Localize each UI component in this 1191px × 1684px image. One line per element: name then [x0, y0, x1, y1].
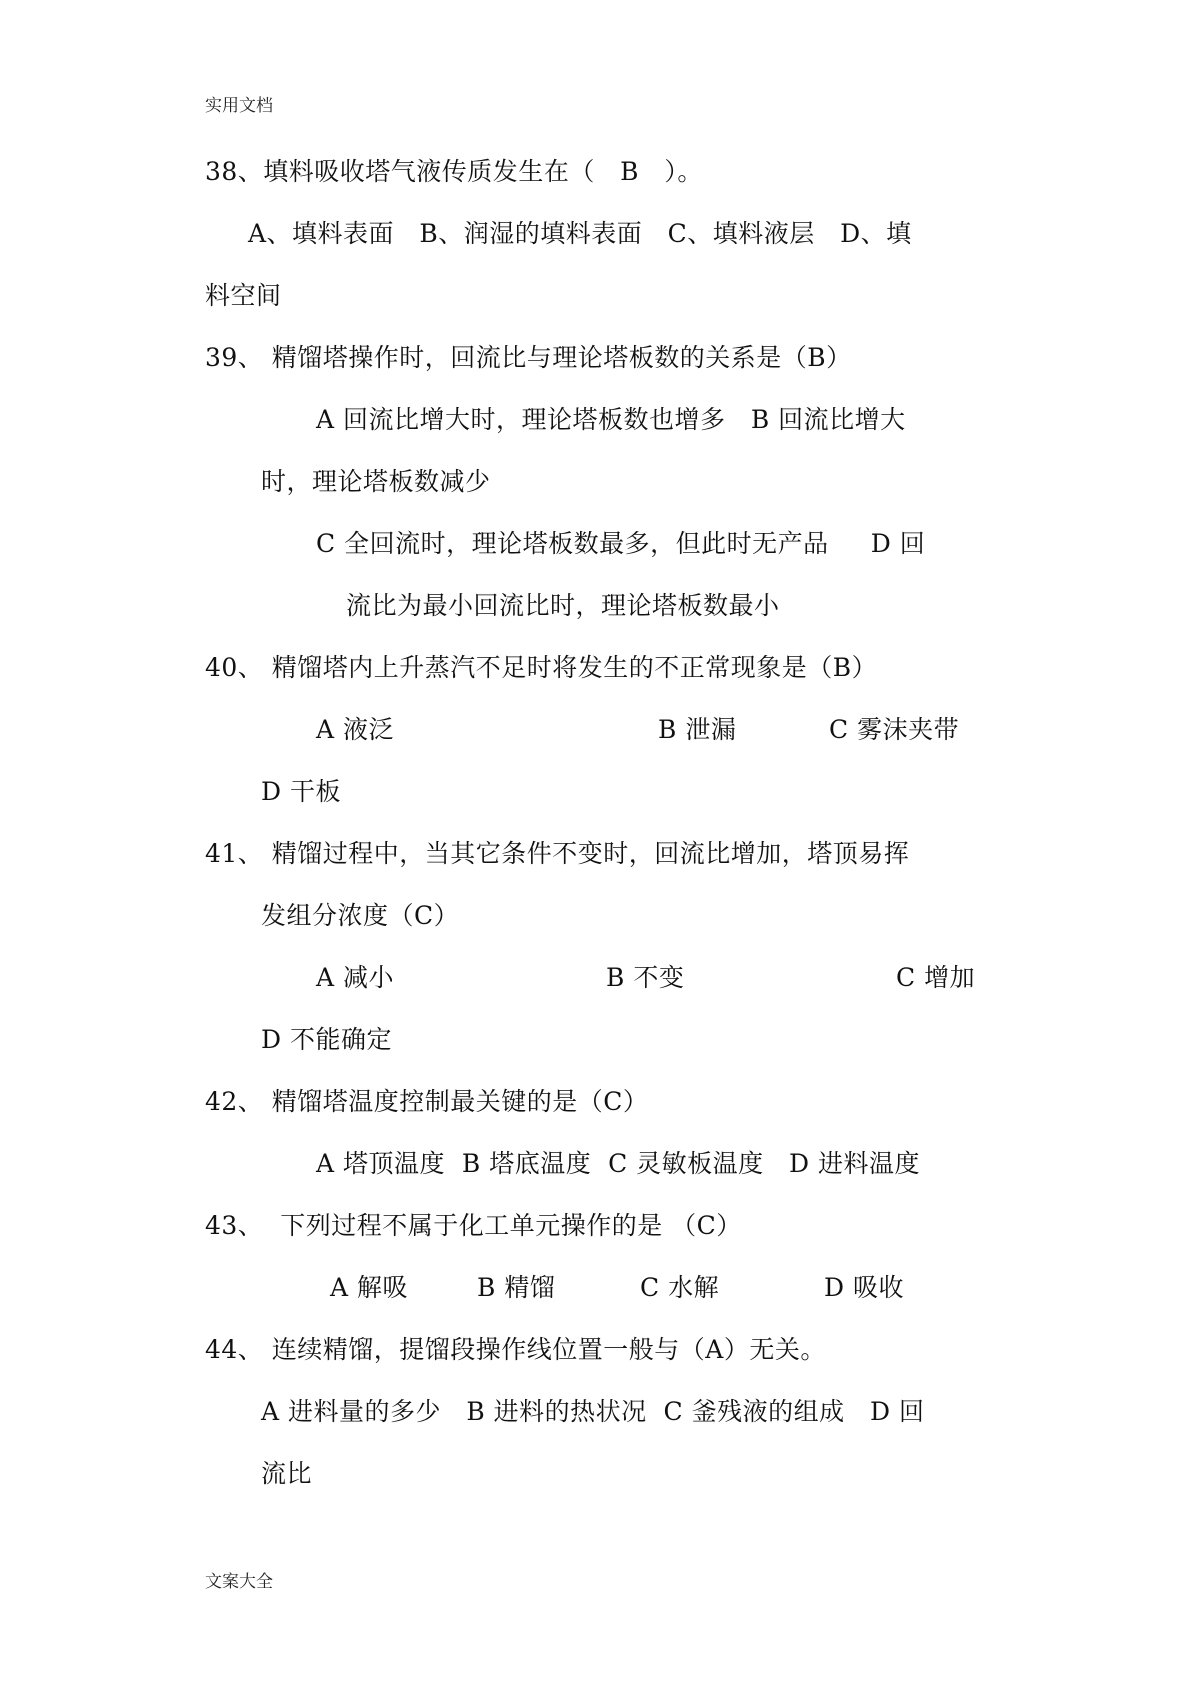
q41-stem-cont: 发组分浓度（C） — [261, 901, 460, 930]
q41-option-c: C 增加 — [896, 963, 976, 992]
q41-option-d: D 不能确定 — [261, 1025, 392, 1054]
q38-stem: 38、填料吸收塔气液传质发生在（ B ）。 — [205, 157, 703, 186]
q43-option-d: D 吸收 — [824, 1273, 904, 1302]
q40-option-c: C 雾沫夹带 — [829, 715, 960, 744]
q42-options: A 塔顶温度 B 塔底温度 C 灵敏板温度 D 进料温度 — [316, 1149, 921, 1178]
q43-option-c: C 水解 — [640, 1273, 720, 1302]
q38-options: A、填料表面 B、润湿的填料表面 C、填料液层 D、填 — [248, 219, 912, 248]
q40-option-b: B 泄漏 — [658, 715, 737, 744]
q38-options-cont: 料空间 — [205, 281, 282, 310]
q41-stem: 41、 精馏过程中，当其它条件不变时，回流比增加，塔顶易挥 — [205, 839, 910, 868]
q40-stem: 40、 精馏塔内上升蒸汽不足时将发生的不正常现象是（B） — [205, 653, 878, 682]
q44-stem: 44、 连续精馏，提馏段操作线位置一般与（A）无关。 — [205, 1335, 826, 1364]
q41-option-a: A 减小 — [316, 963, 395, 992]
q40-option-d: D 干板 — [261, 777, 341, 806]
page-header: 实用文档 — [205, 96, 273, 116]
q43-option-a: A 解吸 — [330, 1273, 409, 1302]
q44-options: A 进料量的多少 B 进料的热状况 C 釜残液的组成 D 回 — [261, 1397, 925, 1426]
q43-stem: 43、 下列过程不属于化工单元操作的是 （C） — [205, 1211, 742, 1240]
q39-option-cd-cont: 流比为最小回流比时，理论塔板数最小 — [346, 591, 780, 620]
q44-options-cont: 流比 — [261, 1459, 313, 1488]
q41-option-b: B 不变 — [606, 963, 685, 992]
q42-stem: 42、 精馏塔温度控制最关键的是（C） — [205, 1087, 649, 1116]
page-footer: 文案大全 — [205, 1572, 273, 1592]
q39-option-ab: A 回流比增大时，理论塔板数也增多 B 回流比增大 — [316, 405, 906, 434]
q39-option-cd: C 全回流时，理论塔板数最多，但此时无产品 D 回 — [316, 529, 926, 558]
q39-stem: 39、 精馏塔操作时，回流比与理论塔板数的关系是（B） — [205, 343, 852, 372]
q43-option-b: B 精馏 — [477, 1273, 556, 1302]
q40-option-a: A 液泛 — [316, 715, 395, 744]
q39-option-ab-cont: 时，理论塔板数减少 — [261, 467, 491, 496]
